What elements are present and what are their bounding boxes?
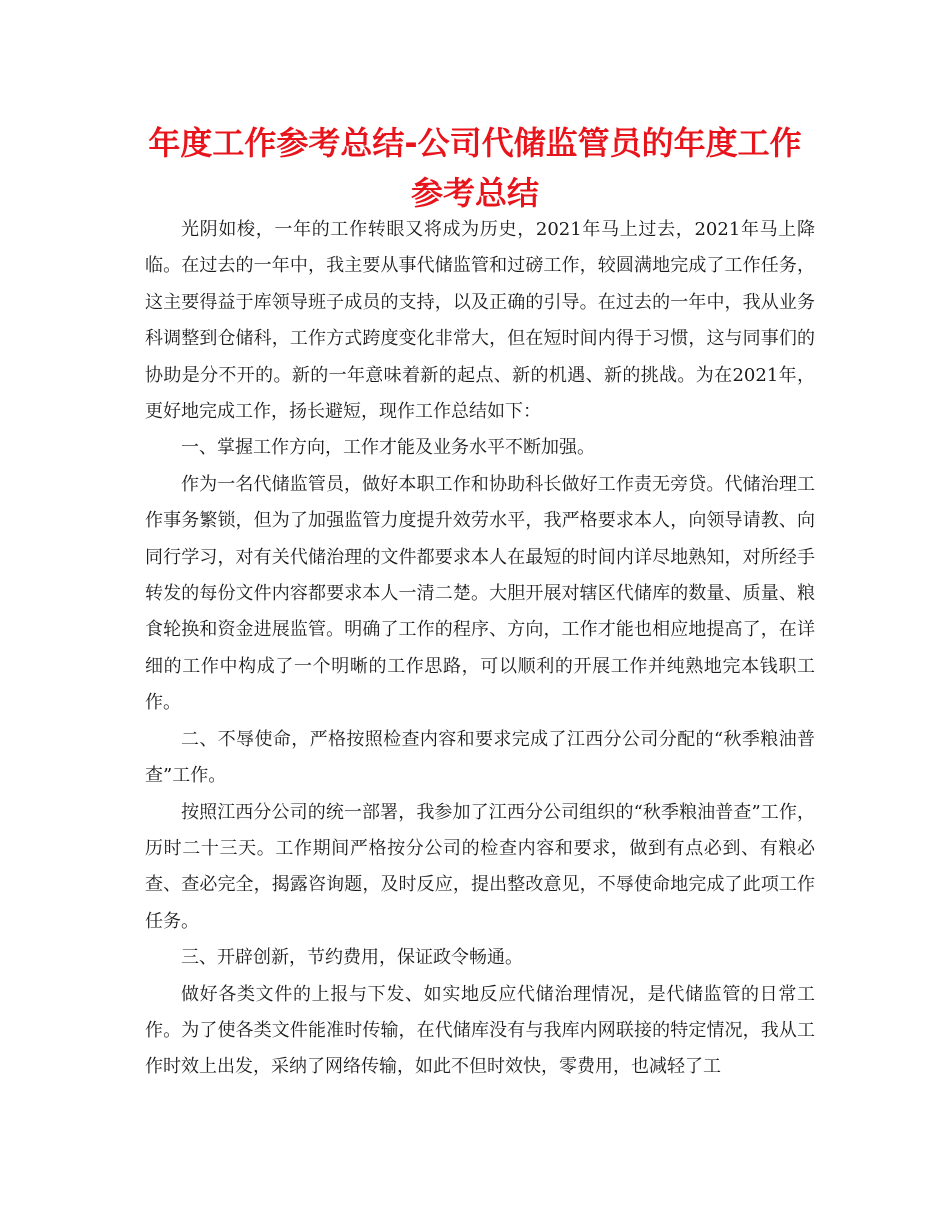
paragraph-intro: 光阴如梭，一年的工作转眼又将成为历史，2021年马上过去，2021年马上降临。在过去的一年中，我主要从事代储监管和过磅工作，较圆满地完成了工作任务，这主要得益于库领导班子成员的支持，以及正确的引导。在过去的一年中，我从业务科调整到仓储科，工作方式跨度变化非常大，但在短时间内得于习惯，这与同事们的协助是分不开的。新的一年意味着新的起点、新的机遇、新的挑战。为在2021年，更好地完成工作，扬长避短，现作工作总结如下：	[145, 219, 815, 423]
document-title: 年度工作参考总结-公司代储监管员的年度工作参考总结	[148, 124, 802, 212]
paragraph-section-3: 做好各类文件的上报与下发、如实地反应代储治理情况，是代储监管的日常工作。为了使各类文件能准时传输，在代储库没有与我库内网联接的特定情况，我从工作时效上出发，采纳了网络传输，如此不但时效快，零费用，也减轻了工	[145, 983, 815, 1078]
paragraph-section-2: 按照江西分公司的统一部署，我参加了江西分公司组织的“秋季粮油普查”工作，历时二十三天。工作期间严格按分公司的检查内容和要求，做到有点必到、有粮必查、查必完全，揭露咨询题，及时反应，提出整改意见，不辱使命地完成了此项工作任务。	[145, 801, 815, 932]
section-heading-3: 三、开辟创新，节约费用，保证政令畅通。	[181, 947, 523, 969]
document-body	[145, 212, 815, 1086]
section-heading-1: 一、掌握工作方向，工作才能及业务水平不断加强。	[181, 437, 595, 459]
section-heading-2: 二、不辱使命，严格按照检查内容和要求完成了江西分公司分配的“秋季粮油普查”工作。	[145, 728, 815, 787]
paragraph-section-1: 作为一名代储监管员，做好本职工作和协助科长做好工作责无旁贷。代储治理工作事务繁锁，但为了加强监管力度提升效劳水平，我严格要求本人，向领导请教、向同行学习，对有关代储治理的文件都要求本人在最短的时间内详尽地熟知，对所经手转发的每份文件内容都要求本人一清二楚。大胆开展对辖区代储库的数量、质量、粮食轮换和资金进展监管。明确了工作的程序、方向，工作才能也相应地提高了，在详细的工作中构成了一个明晰的工作思路，可以顺利的开展工作并纯熟地完本钱职工作。	[145, 473, 815, 714]
